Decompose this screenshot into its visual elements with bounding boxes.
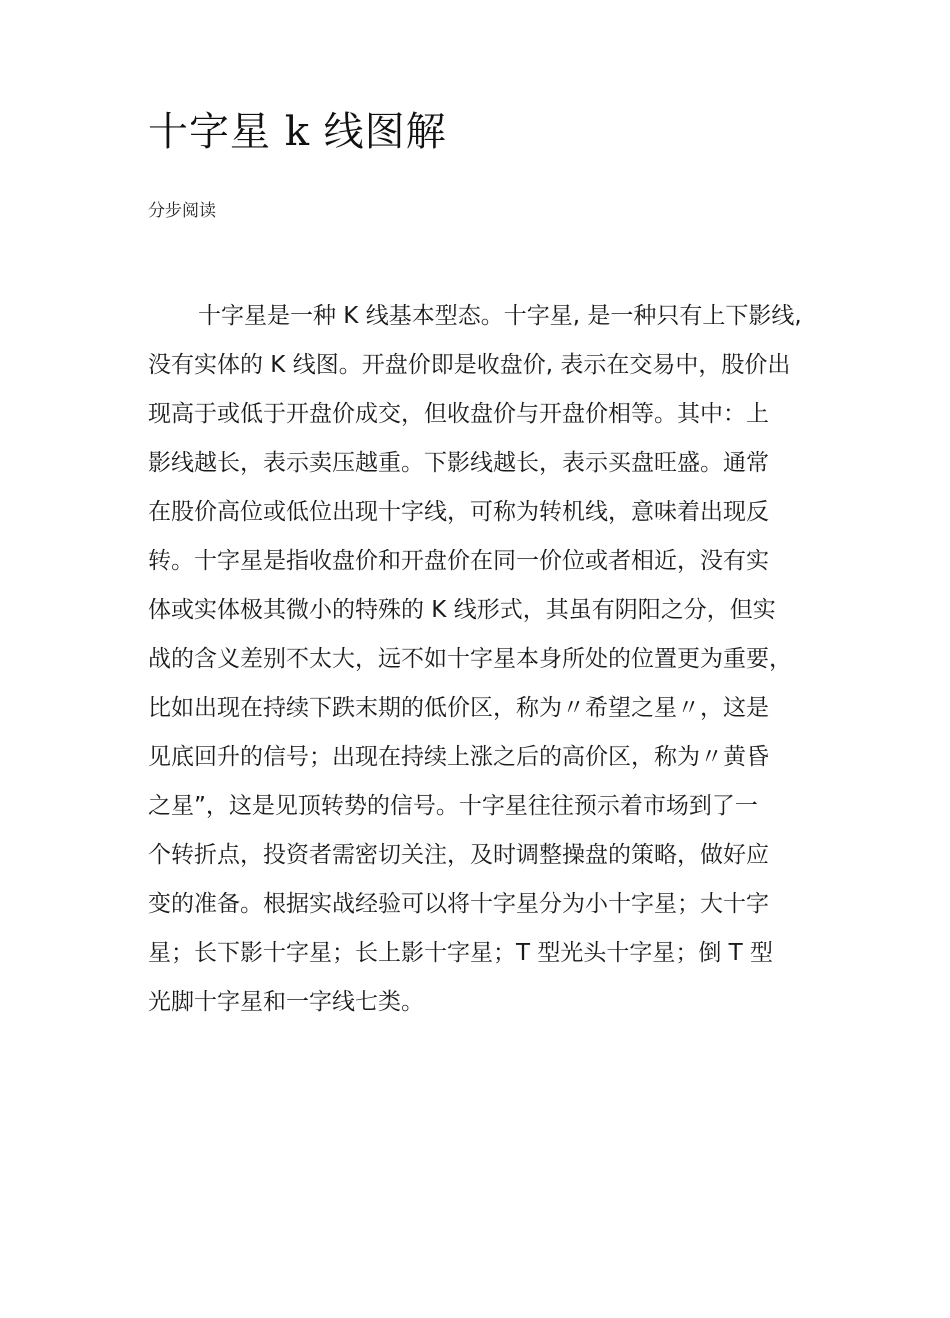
paragraph-line: 之星”，这是见顶转势的信号。十字星往往预示着市场到了一	[148, 793, 758, 819]
paragraph-line: 十字星是一种 K 线基本型态。十字星, 是一种只有上下影线,	[198, 303, 802, 329]
paragraph-line: 战的含义差别不太大，远不如十字星本身所处的位置更为重要，	[148, 646, 792, 672]
step-reading-label: 分步阅读	[148, 201, 216, 221]
body-paragraph	[148, 292, 838, 1027]
paragraph-line: 没有实体的 K 线图。开盘价即是收盘价, 表示在交易中，股价出	[148, 352, 791, 378]
paragraph-line: 比如出现在持续下跌末期的低价区，称为〃希望之星〃，这是	[148, 695, 769, 721]
paragraph-line: 变的准备。根据实战经验可以将十字星分为小十字星；大十字	[148, 891, 769, 917]
paragraph-line: 个转折点，投资者需密切关注，及时调整操盘的策略，做好应	[148, 842, 769, 868]
paragraph-line: 体或实体极其微小的特殊的 K 线形式，其虽有阴阳之分，但实	[148, 597, 776, 623]
paragraph-line: 光脚十字星和一字线七类。	[148, 989, 424, 1015]
paragraph-line: 星；长下影十字星；长上影十字星；T 型光头十字星；倒 T 型	[148, 940, 774, 966]
document-title: 十字星 k 线图解	[148, 109, 447, 155]
paragraph-line: 现高于或低于开盘价成交，但收盘价与开盘价相等。其中：上	[148, 401, 769, 427]
paragraph-line: 在股价高位或低位出现十字线，可称为转机线，意味着出现反	[148, 499, 769, 525]
paragraph-line: 影线越长，表示卖压越重。下影线越长，表示买盘旺盛。通常	[148, 450, 769, 476]
paragraph-line: 见底回升的信号；出现在持续上涨之后的高价区，称为〃黄昏	[148, 744, 769, 770]
paragraph-line: 转。十字星是指收盘价和开盘价在同一价位或者相近，没有实	[148, 548, 769, 574]
